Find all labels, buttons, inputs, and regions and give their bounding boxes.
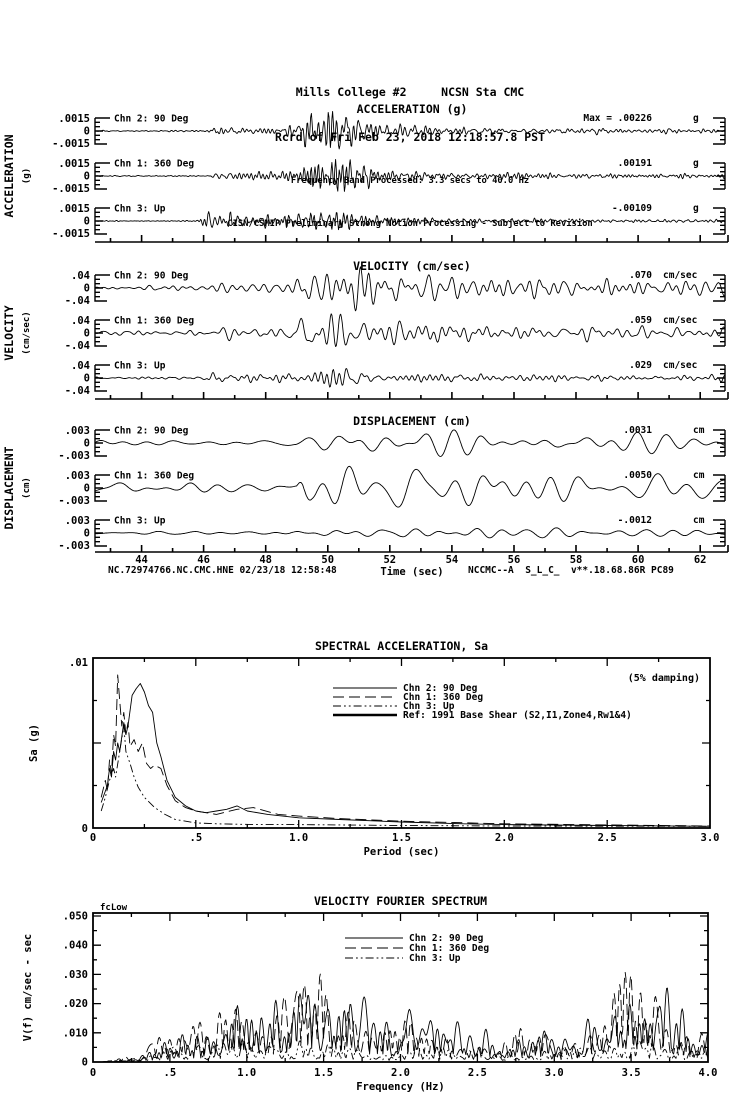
seismogram-trace	[95, 369, 725, 388]
scale-label-neg: -.003	[58, 495, 90, 507]
legend-label: Chn 1: 360 Deg	[403, 692, 484, 703]
fourier-spectrum-plot	[22, 894, 717, 1093]
peak-unit: g	[693, 113, 699, 124]
plot-title: SPECTRAL ACCELERATION, Sa	[314, 639, 489, 653]
scale-label-zero: 0	[83, 527, 90, 540]
x-tick-label: 0	[89, 832, 97, 844]
x-tick-label: 1.5	[314, 1067, 334, 1079]
x-tick-label: 3.0	[700, 832, 720, 844]
scale-label-pos: .04	[71, 360, 90, 372]
channel-label: Chn 3: Up	[114, 515, 166, 527]
scale-label-zero: 0	[83, 482, 90, 495]
y-tick-label: .050	[62, 910, 88, 923]
scale-label-pos: .003	[64, 470, 90, 482]
spectral-acceleration-plot	[28, 639, 719, 858]
group-title: DISPLACEMENT (cm)	[353, 414, 471, 428]
seismogram-trace	[95, 212, 725, 230]
legend-label: Chn 1: 360 Deg	[409, 943, 490, 954]
plot-title: VELOCITY FOURIER SPECTRUM	[313, 894, 488, 908]
frequency-band-note: Frequency Band Processed: 3.3 secs to 40.0 Hz	[290, 175, 530, 186]
y-max-label: .01	[69, 657, 88, 669]
scale-label-zero: 0	[83, 437, 90, 450]
scale-label-zero: 0	[83, 215, 90, 228]
scale-label-pos: .003	[64, 425, 90, 437]
peak-unit: cm	[693, 470, 705, 481]
record-timestamp: Rcrd of Fri Feb 23, 2018 12:18:57.8 PST	[274, 130, 546, 145]
channel-label: Chn 2: 90 Deg	[114, 425, 189, 437]
group-side-label: ACCELERATION	[2, 134, 16, 218]
y-tick-label: 0	[81, 1056, 88, 1069]
x-axis-name: Period (sec)	[363, 846, 440, 858]
x-tick-label: 2.0	[494, 832, 514, 844]
scale-label-neg: -.04	[64, 295, 90, 307]
y-tick-label: .030	[62, 968, 88, 981]
scale-label-neg: -.04	[64, 340, 90, 352]
time-axis	[95, 392, 728, 399]
time-axis	[95, 235, 728, 242]
x-tick-label: 0	[89, 1067, 97, 1079]
fourier-curve	[99, 1041, 708, 1062]
plot-ticks	[93, 913, 708, 1062]
time-tick-label: 56	[507, 554, 521, 566]
fourier-curve	[99, 972, 708, 1062]
group-side-unit: (cm)	[22, 477, 32, 499]
x-tick-label: 1.0	[237, 1067, 257, 1079]
y-axis-name: V(f) cm/sec - sec	[22, 933, 34, 1042]
channel-label: Chn 3: Up	[114, 360, 166, 372]
peak-value: -.00109	[611, 203, 652, 214]
x-tick-label: 2.5	[597, 832, 617, 844]
x-axis-name: Frequency (Hz)	[356, 1081, 445, 1093]
seismogram-trace	[95, 528, 725, 538]
x-tick-label: 1.5	[392, 832, 411, 844]
x-tick-label: .5	[163, 1067, 177, 1079]
legend-label: Chn 2: 90 Deg	[409, 933, 484, 944]
x-tick-label: 3.0	[544, 1067, 564, 1079]
peak-value: Max = .00226	[583, 113, 652, 124]
x-tick-label: .5	[189, 832, 203, 844]
y-tick-label: .040	[62, 939, 88, 952]
peak-unit: cm/sec	[663, 315, 698, 326]
scale-label-pos: .04	[71, 315, 90, 327]
scale-label-pos: .04	[71, 270, 90, 282]
time-axis-name: Time (sec)	[380, 566, 444, 578]
x-tick-label: 2.5	[467, 1067, 487, 1079]
y-tick-label: .020	[62, 998, 88, 1011]
seismogram-group	[2, 259, 728, 399]
damping-annotation: (5% damping)	[627, 673, 700, 684]
peak-value: .0050	[623, 470, 652, 481]
peak-value: -.0012	[617, 515, 652, 526]
peak-value: .00191	[617, 158, 652, 169]
processing-note: CISN/CSMIP Preliminary Strong Motion Processing - Subject to Revision	[227, 218, 593, 229]
peak-value: .059	[629, 315, 652, 326]
channel-label: Chn 1: 360 Deg	[114, 315, 195, 327]
group-side-label: VELOCITY	[2, 305, 16, 361]
y-zero-label: 0	[81, 823, 88, 835]
x-tick-label: 4.0	[698, 1067, 718, 1079]
record-id-footer: NC.72974766.NC.CMC.HNE 02/23/18 12:58:48	[108, 565, 337, 576]
scale-label-neg: -.04	[64, 385, 90, 397]
legend-label: Chn 3: Up	[403, 701, 455, 712]
channel-label: Chn 1: 360 Deg	[114, 470, 195, 482]
scale-label-pos: .0015	[58, 203, 90, 215]
time-tick-label: 52	[383, 554, 397, 566]
x-tick-label: 2.0	[391, 1067, 410, 1079]
scale-label-neg: -.0015	[52, 228, 90, 240]
legend-label: Chn 3: Up	[409, 953, 461, 964]
scale-label-zero: 0	[83, 372, 90, 385]
peak-unit: g	[693, 203, 699, 214]
group-side-unit: (g)	[22, 167, 32, 185]
peak-value: .029	[629, 360, 652, 371]
scale-label-neg: -.003	[58, 450, 90, 462]
peak-unit: cm	[693, 515, 705, 526]
time-tick-label: 50	[321, 554, 335, 566]
peak-value: .0031	[623, 425, 652, 436]
legend-label: Chn 2: 90 Deg	[403, 683, 478, 694]
group-title: VELOCITY (cm/sec)	[353, 259, 471, 273]
time-tick-label: 54	[445, 554, 459, 566]
channel-label: Chn 2: 90 Deg	[114, 113, 189, 125]
scale-label-neg: -.0015	[52, 183, 90, 195]
legend-label: Ref: 1991 Base Shear (S2,I1,Zone4,Rw1&4)	[403, 710, 632, 721]
peak-unit: cm/sec	[663, 270, 698, 281]
scale-label-pos: .0015	[58, 113, 90, 125]
plot-frame	[93, 658, 710, 828]
time-tick-label: 44	[135, 554, 148, 566]
peak-unit: cm	[693, 425, 705, 436]
scale-label-zero: 0	[83, 282, 90, 295]
station-title: Mills College #2 NCSN Sta CMC	[295, 84, 525, 99]
scale-label-neg: -.003	[58, 540, 90, 552]
scale-label-zero: 0	[83, 170, 90, 183]
x-tick-label: 1.0	[289, 832, 309, 844]
time-tick-label: 48	[259, 554, 273, 566]
channel-label: Chn 2: 90 Deg	[114, 270, 189, 282]
scale-label-zero: 0	[83, 327, 90, 340]
time-tick-label: 58	[569, 554, 583, 566]
channel-label: Chn 1: 360 Deg	[114, 158, 195, 170]
processing-id-footer: NCCMC--A S_L_C_ v**.18.68.86R PC89	[468, 565, 674, 576]
scale-label-pos: .003	[64, 515, 90, 527]
peak-unit: cm/sec	[663, 360, 698, 371]
peak-value: .070	[629, 270, 652, 281]
seismogram-group	[2, 414, 728, 578]
time-tick-label: 62	[693, 554, 707, 566]
plot-frame	[93, 913, 708, 1062]
seismogram-group	[2, 102, 728, 242]
scale-label-zero: 0	[83, 125, 90, 138]
plot-ticks	[93, 658, 710, 828]
time-tick-label: 46	[197, 554, 210, 566]
y-tick-label: .010	[62, 1027, 88, 1040]
sa-curve	[101, 726, 710, 826]
y-axis-name: Sa (g)	[28, 724, 40, 762]
time-axis	[95, 545, 728, 552]
x-tick-label: 3.5	[621, 1067, 641, 1079]
channel-label: Chn 3: Up	[114, 203, 166, 215]
group-side-label: DISPLACEMENT	[2, 446, 16, 530]
filter-corner-label: fcLow	[100, 903, 128, 913]
scale-label-neg: -.0015	[52, 138, 90, 150]
group-title: ACCELERATION (g)	[356, 102, 468, 116]
peak-unit: g	[693, 158, 699, 169]
group-side-unit: (cm/sec)	[22, 311, 32, 355]
time-tick-label: 60	[631, 554, 645, 566]
scale-label-pos: .0015	[58, 158, 90, 170]
